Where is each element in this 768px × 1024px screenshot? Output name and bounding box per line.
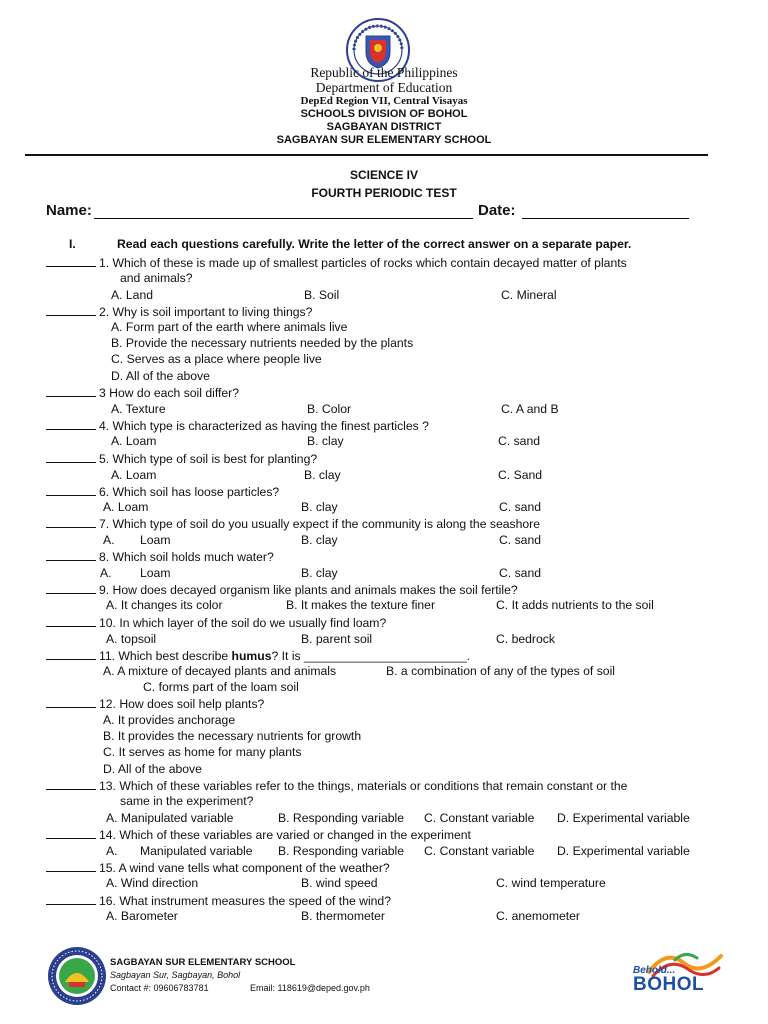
- option: C. sand: [499, 500, 542, 514]
- question-1: 1. Which of these is made up of smallest particles of rocks which contain decayed matter of plants: [46, 255, 627, 270]
- question-9: 9. How does decayed organism like plants and animals makes the soil fertile?: [46, 582, 518, 597]
- answer-blank: [46, 648, 96, 660]
- option: D. Experimental variable: [557, 844, 690, 858]
- option: C. It adds nutrients to the soil: [496, 598, 654, 612]
- question-13-cont: same in the experiment?: [120, 794, 254, 808]
- option: C. forms part of the loam soil: [143, 680, 299, 694]
- brand-small: Behold...: [633, 965, 676, 976]
- option: B. parent soil: [301, 632, 373, 646]
- option: C. Constant variable: [424, 811, 535, 825]
- answer-blank: [46, 549, 96, 561]
- question-12: 12. How does soil help plants?: [46, 696, 264, 711]
- option: B. clay: [301, 500, 338, 514]
- option: Manipulated variable: [140, 844, 253, 858]
- date-label: Date:: [478, 202, 516, 219]
- answer-blank: [46, 255, 96, 267]
- question-15: 15. A wind vane tells what component of the weather?: [46, 860, 390, 875]
- brand-big: BOHOL: [633, 974, 705, 995]
- humus-term: humus: [231, 649, 272, 663]
- option: C. sand: [499, 533, 542, 547]
- answer-blank: [46, 385, 96, 397]
- option: A. Land: [111, 288, 154, 302]
- answer-blank: [46, 451, 96, 463]
- option: A. Wind direction: [106, 876, 199, 890]
- option: C. sand: [499, 566, 542, 580]
- option: A. Texture: [111, 402, 166, 416]
- option: A. It changes its color: [106, 598, 223, 612]
- header-school: SAGBAYAN SUR ELEMENTARY SCHOOL: [276, 134, 492, 146]
- option: B. Responding variable: [278, 844, 405, 858]
- answer-blank: [46, 696, 96, 708]
- question-16: 16. What instrument measures the speed of the wind?: [46, 893, 391, 908]
- header-region: DepEd Region VII, Central Visayas: [300, 95, 468, 107]
- footer-contact: Contact #: 09606783781: [110, 983, 209, 993]
- question-8: 8. Which soil holds much water?: [46, 549, 274, 564]
- option: D. Experimental variable: [557, 811, 690, 825]
- answer-blank: [46, 827, 96, 839]
- question-6: 6. Which soil has loose particles?: [46, 484, 279, 499]
- option: B. clay: [301, 566, 338, 580]
- option: C. A and B: [501, 402, 559, 416]
- question-5: 5. Which type of soil is best for planting?: [46, 451, 317, 466]
- header-republic: Republic of the Philippines: [310, 65, 458, 80]
- option: C. It serves as home for many plants: [103, 745, 302, 759]
- name-label: Name:: [46, 202, 92, 219]
- option: A. Form part of the earth where animals live: [111, 320, 348, 334]
- test-title: FOURTH PERIODIC TEST: [311, 186, 457, 200]
- question-11: 11. Which best describe humus? It is ________________________.: [46, 648, 470, 663]
- answer-blank: [46, 582, 96, 594]
- option: A. It provides anchorage: [103, 713, 236, 727]
- option: B. Provide the necessary nutrients needed by the plants: [111, 336, 414, 350]
- footer-school: SAGBAYAN SUR ELEMENTARY SCHOOL: [110, 957, 296, 968]
- date-line: [522, 218, 689, 219]
- option: A.: [103, 533, 115, 547]
- section-number: I.: [69, 237, 76, 251]
- option: Loam: [140, 533, 171, 547]
- footer-address: Sagbayan Sur, Sagbayan, Bohol: [110, 970, 241, 980]
- option: D. All of the above: [103, 762, 202, 776]
- answer-blank: [46, 516, 96, 528]
- option: B. Soil: [304, 288, 340, 302]
- header-division: SCHOOLS DIVISION OF BOHOL: [300, 108, 468, 120]
- question-1-cont: and animals?: [120, 271, 193, 285]
- option: B. It makes the texture finer: [286, 598, 436, 612]
- answer-blank: [46, 304, 96, 316]
- question-4: 4. Which type is characterized as having the finest particles ?: [46, 418, 429, 433]
- option: A. Loam: [111, 434, 157, 448]
- option: B. Color: [307, 402, 352, 416]
- option: B. a combination of any of the types of soil: [386, 664, 615, 678]
- option: C. sand: [498, 434, 541, 448]
- name-line: [94, 218, 473, 219]
- answer-blank: [46, 860, 96, 872]
- question-7: 7. Which type of soil do you usually expect if the community is along the seashore: [46, 516, 540, 531]
- option: B. clay: [301, 533, 338, 547]
- question-10: 10. In which layer of the soil do we usually find loam?: [46, 615, 386, 630]
- option: A. Loam: [103, 500, 149, 514]
- answer-blank: [46, 778, 96, 790]
- option: B. wind speed: [301, 876, 378, 890]
- option: B. clay: [307, 434, 344, 448]
- instructions: Read each questions carefully. Write the letter of the correct answer on a separate paper.: [117, 237, 632, 251]
- option: C. anemometer: [496, 909, 580, 923]
- answer-blank: [46, 893, 96, 905]
- option: A. topsoil: [106, 632, 157, 646]
- option: C. wind temperature: [496, 876, 606, 890]
- option: B. Responding variable: [278, 811, 405, 825]
- option: D. All of the above: [111, 369, 210, 383]
- option: A.: [100, 566, 112, 580]
- option: B. It provides the necessary nutrients for growth: [103, 729, 362, 743]
- option: A. A mixture of decayed plants and animals: [103, 664, 337, 678]
- option: A. Manipulated variable: [106, 811, 234, 825]
- question-2: 2. Why is soil important to living things?: [46, 304, 312, 319]
- option: A. Loam: [111, 468, 157, 482]
- answer-blank: [46, 418, 96, 430]
- option: B. thermometer: [301, 909, 385, 923]
- question-13: 13. Which of these variables refer to the things, materials or conditions that remain constant or the: [46, 778, 627, 793]
- header-divider: [25, 154, 708, 156]
- school-seal-icon: [47, 946, 107, 1006]
- answer-blank: [46, 615, 96, 627]
- question-3: 3 How do each soil differ?: [46, 385, 239, 400]
- question-14: 14. Which of these variables are varied or changed in the experiment: [46, 827, 471, 842]
- header-department: Department of Education: [315, 80, 453, 95]
- option: C. Mineral: [501, 288, 557, 302]
- header-district: SAGBAYAN DISTRICT: [326, 121, 442, 133]
- answer-blank: [46, 484, 96, 496]
- option: A.: [106, 844, 118, 858]
- test-subject: SCIENCE IV: [349, 168, 418, 182]
- option: B. clay: [304, 468, 341, 482]
- option: C. bedrock: [496, 632, 555, 646]
- option: C. Constant variable: [424, 844, 535, 858]
- option: A. Barometer: [106, 909, 178, 923]
- option: C. Sand: [498, 468, 543, 482]
- footer-email: Email: 118619@deped.gov.ph: [250, 983, 370, 993]
- option: C. Serves as a place where people live: [111, 352, 322, 366]
- option: Loam: [140, 566, 171, 580]
